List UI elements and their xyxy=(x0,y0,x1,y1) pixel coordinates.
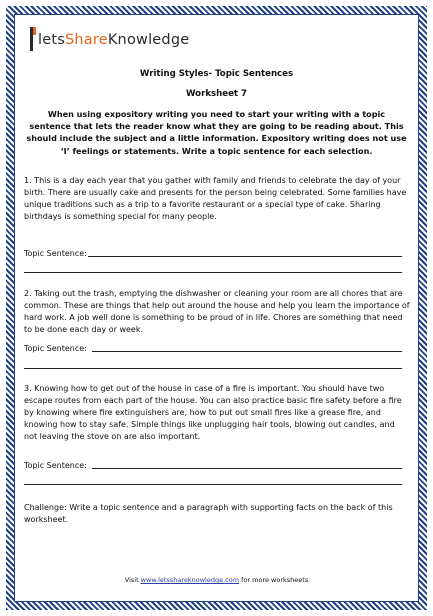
section-1-answer-line[interactable] xyxy=(88,256,402,257)
worksheet-title: Writing Styles- Topic Sentences xyxy=(139,69,294,79)
footer-link[interactable]: www.letsshareknowledge.com xyxy=(140,576,240,584)
logo-wordmark xyxy=(38,32,189,48)
challenge-text: Challenge: Write a topic sentence and a paragraph with supporting facts on the back of this worksheet. xyxy=(24,503,393,525)
footer xyxy=(22,576,411,584)
section-1-answer-row xyxy=(24,249,410,258)
section-3-label: Topic Sentence: xyxy=(24,461,87,470)
section-2-text: 2. Taking out the trash, emptying the dishwasher or cleaning your room are all chores that are common. These are things that help out around the house and help you learn the importance of hard work. A job well done is something to be proud of in life. Chores are something that need to be done each day or week. xyxy=(24,289,410,335)
worksheet-content xyxy=(22,24,411,596)
section-3-text: 3. Knowing how to get out of the house in case of a fire is important. You should have two escape routes from each part of the house. You can also practice basic fire safety before a fire by knowing where fire extinguishers are, how to put out small fires like a grease fire, and knowing how to stay safe. Simple things like unplugging hair tools, blowing out candles, and not leaving the stove on are also important. xyxy=(24,384,402,442)
section-2-answer-line[interactable] xyxy=(92,351,402,352)
footer-prefix: Visit xyxy=(124,576,141,584)
section-3-answer-row xyxy=(24,461,410,470)
section-1-answer-line-2[interactable] xyxy=(24,272,402,273)
logo-icon xyxy=(28,25,38,53)
worksheet-instructions: When using expository writing you need to start your writing with a topic sentence that lets the reader know what they are going to be reading about. This should include the subject and a little information. Expository writing does not use ‘I’ feelings or statements. Write a topic sentence for each selection. xyxy=(26,109,407,156)
logo-part-2: Share xyxy=(65,32,108,48)
footer-suffix: for more worksheets xyxy=(239,576,309,584)
worksheet-number: Worksheet 7 xyxy=(186,89,247,99)
section-1-label: Topic Sentence: xyxy=(24,249,87,258)
section-3-answer-line-2[interactable] xyxy=(24,484,402,485)
section-2-answer-line-2[interactable] xyxy=(24,368,402,369)
logo-part-3: Knowledge xyxy=(107,32,190,48)
logo-part-1: lets xyxy=(38,32,65,48)
section-3-answer-line[interactable] xyxy=(92,468,402,469)
section-2-answer-row xyxy=(24,344,410,353)
site-logo xyxy=(24,24,190,54)
section-1-text: 1. This is a day each year that you gather with family and friends to celebrate the day of your birth. There are usually cake and presents for the person being celebrated. Some families have unique traditions such as a trip to a favorite restaurant or a special type of cake. Sharing birthdays is something special for many people. xyxy=(24,176,407,222)
section-2-label: Topic Sentence: xyxy=(24,344,87,353)
